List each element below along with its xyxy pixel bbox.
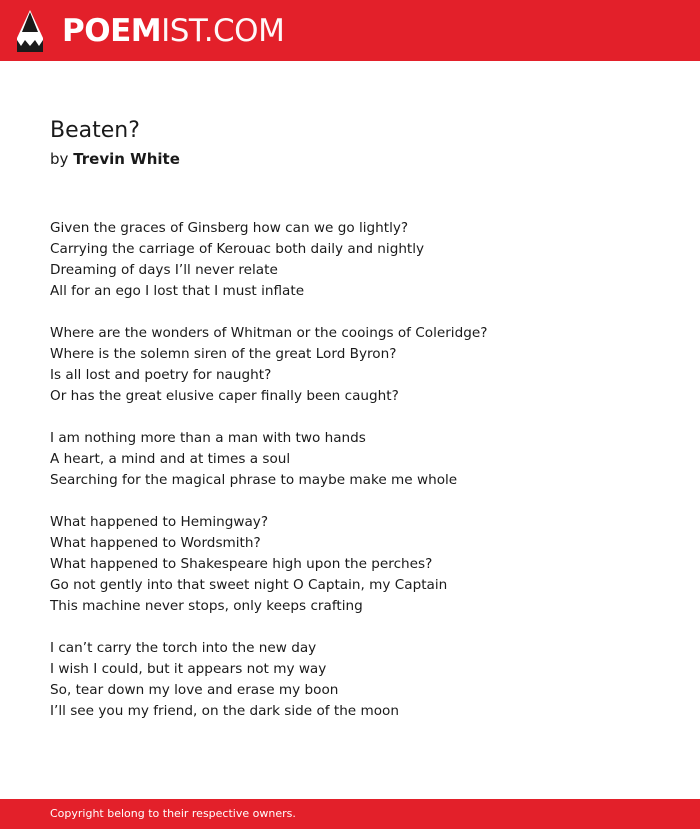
poem-stanza: [50, 638, 670, 722]
poem-stanza: [50, 323, 670, 407]
poem-line: So, tear down my love and erase my boon: [50, 682, 339, 698]
site-footer: [0, 799, 700, 829]
poem-author: Trevin White: [73, 150, 180, 168]
poem-line: Where are the wonders of Whitman or the cooings of Coleridge?: [50, 325, 488, 341]
poem-line: Or has the great elusive caper finally been caught?: [50, 388, 399, 404]
poem-line: Given the graces of Ginsberg how can we go lightly?: [50, 220, 409, 236]
logo-text-light: IST.COM: [161, 13, 285, 49]
poem-line: All for an ego I lost that I must inflate: [50, 283, 305, 299]
pencil-icon: [17, 10, 43, 52]
site-logo[interactable]: [62, 9, 284, 53]
poem-line: Go not gently into that sweet night O Captain, my Captain: [50, 577, 448, 593]
poem-line: Is all lost and poetry for naught?: [50, 367, 272, 383]
poem-stanza: [50, 512, 670, 617]
poem-line: Carrying the carriage of Kerouac both daily and nightly: [50, 241, 425, 257]
poem-line: What happened to Shakespeare high upon the perches?: [50, 556, 433, 572]
poem-title: Beaten?: [50, 118, 140, 143]
poem-body: [50, 218, 670, 743]
poem-line: This machine never stops, only keeps crafting: [50, 598, 363, 614]
poem-line: Dreaming of days I’ll never relate: [50, 262, 278, 278]
poem-line: Searching for the magical phrase to maybe make me whole: [50, 472, 458, 488]
poem-line: Where is the solemn siren of the great Lord Byron?: [50, 346, 397, 362]
copyright-notice: Copyright belong to their respective owners.: [50, 807, 296, 820]
poem-line: I wish I could, but it appears not my way: [50, 661, 327, 677]
site-header: [0, 0, 700, 61]
logo-text-bold: POEM: [62, 13, 162, 49]
poem-line: What happened to Hemingway?: [50, 514, 269, 530]
poem-stanza: [50, 218, 670, 302]
by-label: by: [50, 150, 69, 168]
poem-line: I’ll see you my friend, on the dark side of the moon: [50, 703, 399, 719]
poem-stanza: [50, 428, 670, 491]
poem-byline: [50, 148, 180, 170]
poem-line: A heart, a mind and at times a soul: [50, 451, 291, 467]
poem-line: I am nothing more than a man with two hands: [50, 430, 366, 446]
poem-line: I can’t carry the torch into the new day: [50, 640, 317, 656]
poem-line: What happened to Wordsmith?: [50, 535, 261, 551]
